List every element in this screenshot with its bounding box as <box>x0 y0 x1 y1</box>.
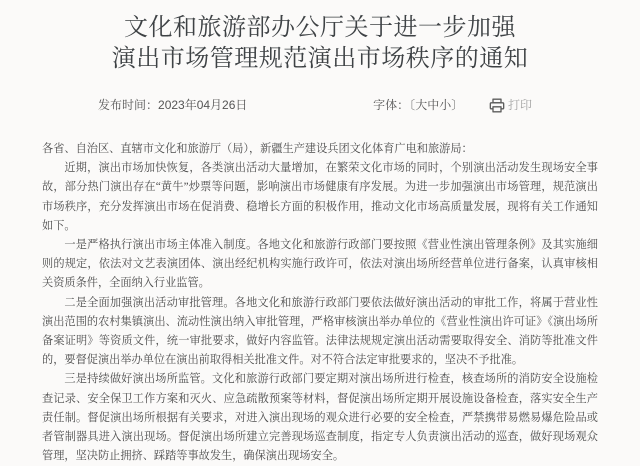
font-size-control <box>373 97 463 113</box>
print-button-label: 打印 <box>507 98 532 112</box>
publish-time <box>98 97 247 113</box>
print-button[interactable] <box>489 97 532 113</box>
font-size-option-medium[interactable]: 中 <box>427 98 440 112</box>
publish-time-value: 2023年04月26日 <box>158 98 248 112</box>
meta-row <box>0 97 640 113</box>
article-paragraph: 二是全面加强演出活动审批管理。各地文化和旅游行政部门要依法做好演出活动的审批工作，将属于营业性演出范围的农村集镇演出、流动性演出纳入审批管理，严格审核演出举办单位的《营业性演出许可证》《演出场所备案证明》等资质文件，统一审批要求，做好内容监管。法律法规规定演出活动需要取得安全、消防等批准文件的，要督促演出举办单位在演出前取得相关批准文件。对不符合法定审批要求的，坚决不予批准。 <box>42 296 598 367</box>
font-bracket-close: 〕 <box>451 98 464 112</box>
page-title-line-1: 文化和旅游部办公厅关于进一步加强 <box>124 15 516 41</box>
font-size-option-large[interactable]: 大 <box>415 98 428 112</box>
article-paragraph: 一是严格执行演出市场主体准入制度。各地文化和旅游行政部门要按照《营业性演出管理条例》及其实施细则的规定，依法对文艺表演团体、演出经纪机构实施行政许可，依法对演出场所经营单位进行备案，认真审核相关资质条件，全面纳入行业监管。 <box>42 239 598 290</box>
printer-icon <box>489 98 505 113</box>
article-paragraph: 三是持续做好演出场所监管。文化和旅游行政部门要定期对演出场所进行检查，核查场所的消防安全设施检查记录、安全保卫工作方案和灭火、应急疏散预案等材料，督促演出场所定期开展设施设备检查，落实安全生产责任制。督促演出场所根据有关要求，对进入演出现场的观众进行必要的安全检查，严禁携带易燃易爆危险品或者管制器具进入演出现场。督促演出场所建立完善现场巡查制度，指定专人负责演出活动的巡查，做好现场观众管理，坚决防止拥挤、踩踏等事故发生，确保演出现场安全。 <box>42 373 598 463</box>
publish-time-label: 发布时间： <box>98 98 159 112</box>
document-page <box>0 13 640 463</box>
font-size-option-small[interactable]: 小 <box>439 98 452 112</box>
page-title-line-2: 演出市场管理规范演出市场秩序的通知 <box>111 46 529 72</box>
page-title <box>0 13 640 75</box>
article-body <box>0 140 640 466</box>
article-paragraph: 近期，演出市场加快恢复，各类演出活动大量增加，在繁荣文化市场的同时，个别演出活动发生现场安全事故，部分热门演出存在“黄牛”炒票等问题，影响演出市场健康有序发展。为进一步加强演出市场管理，规范演出市场秩序，充分发挥演出市场在促消费、稳增长方面的积极作用，推动文化市场高质量发展，现将有关工作通知如下。 <box>42 162 598 232</box>
article-salutation: 各省、自治区、直辖市文化和旅游厅（局），新疆生产建设兵团文化体育广电和旅游局： <box>42 143 473 155</box>
font-bracket-open: 〔 <box>409 98 416 112</box>
font-size-label: 字体： <box>373 98 410 112</box>
